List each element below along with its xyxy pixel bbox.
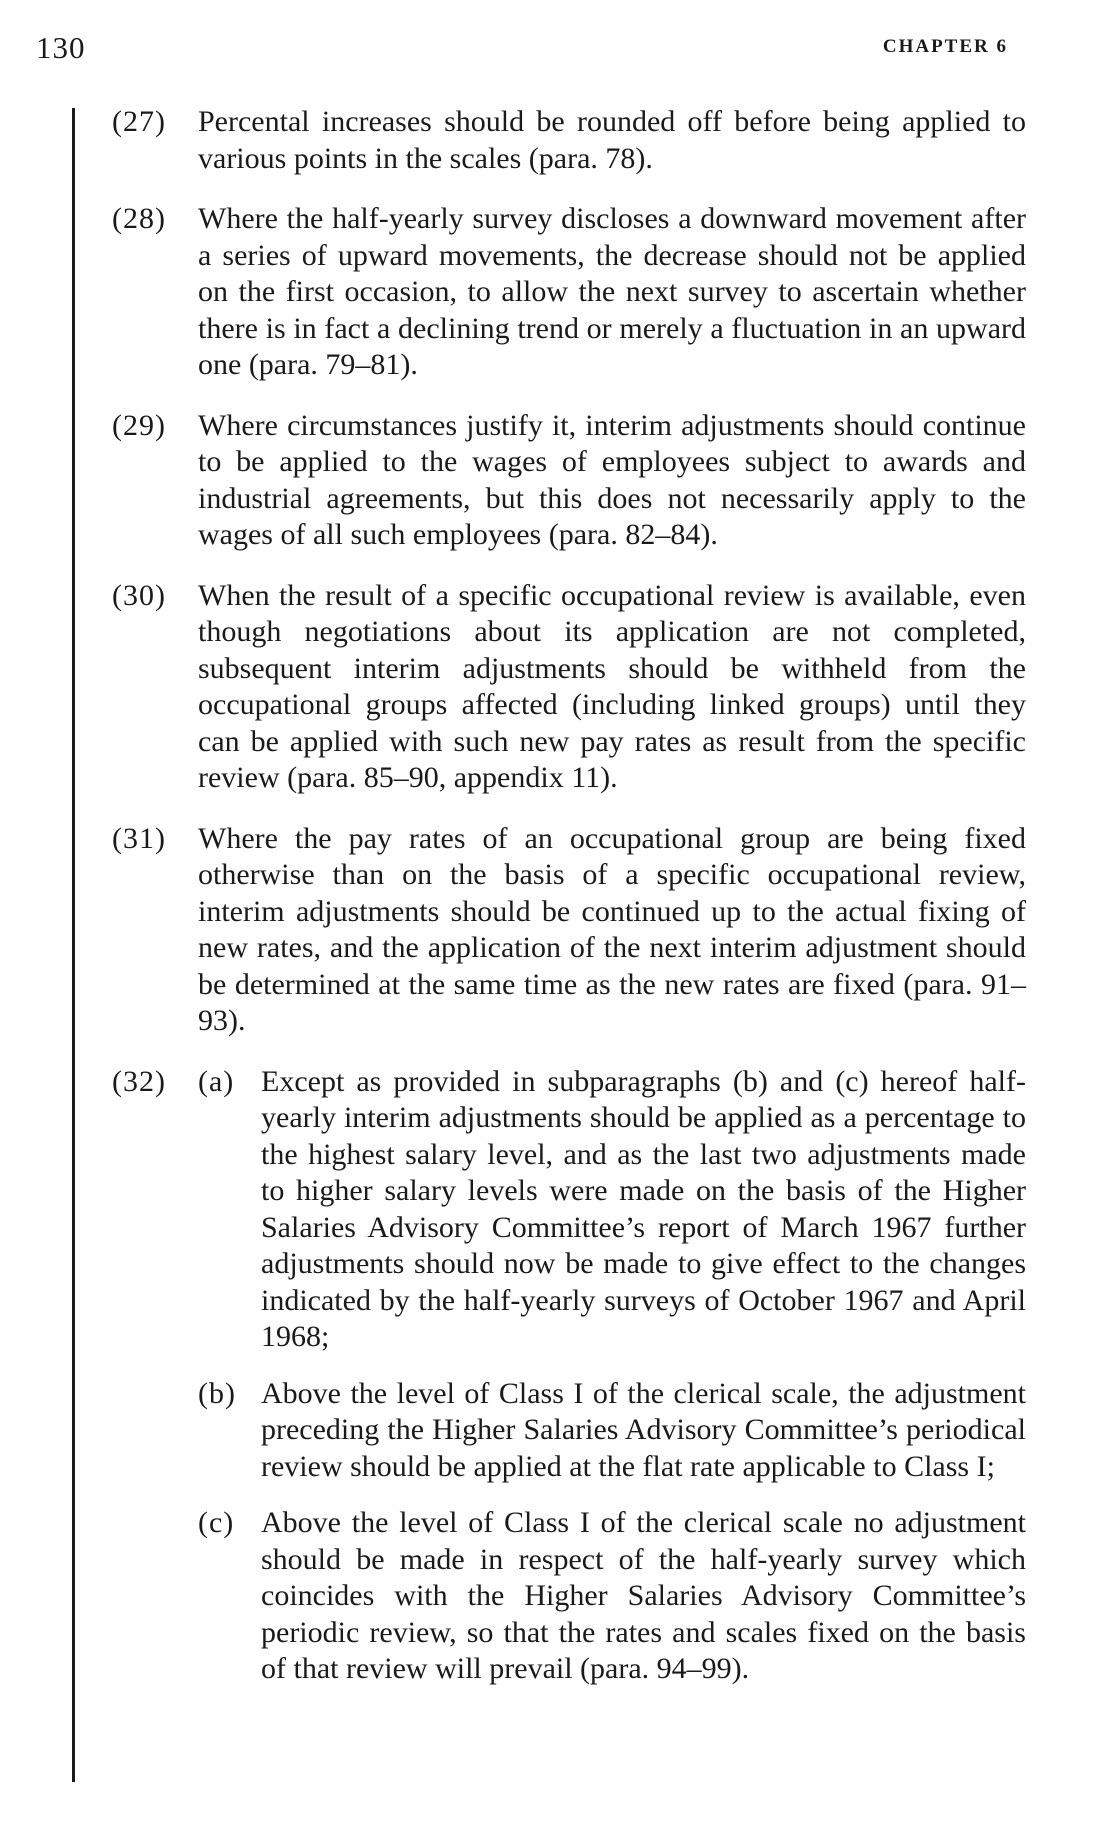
paragraph-number: (27) bbox=[112, 105, 166, 138]
paragraph-text: Where the half-yearly survey discloses a downward movement after a series of upward movements, the decrease should not be applied on the first occasion, to allow the next survey to ascertain whether there is in fact a declining trend or merely a fluctuation in an upward one (para. 79–81). bbox=[198, 202, 1026, 381]
paragraph-text: Percental increases should be rounded off before being applied to various points in the scales (para. 78). bbox=[198, 105, 1026, 175]
paragraph-32 bbox=[112, 1064, 1026, 1688]
page-body bbox=[112, 104, 1026, 1712]
margin-rule bbox=[72, 108, 75, 1782]
subparagraph-b bbox=[198, 1376, 1026, 1486]
paragraph-number: (28) bbox=[112, 202, 166, 235]
paragraph-27 bbox=[112, 104, 1026, 177]
running-head: CHAPTER 6 bbox=[882, 36, 1008, 57]
subparagraph-label: (b) bbox=[198, 1376, 236, 1410]
subparagraph-a bbox=[198, 1064, 1026, 1356]
subparagraph-label: (c) bbox=[198, 1506, 235, 1539]
subparagraph-c bbox=[198, 1505, 1026, 1688]
paragraph-30 bbox=[112, 578, 1026, 797]
paragraph-28 bbox=[112, 201, 1026, 384]
paragraph-number: (31) bbox=[112, 821, 166, 855]
subparagraph-text: Above the level of Class I of the clerical scale no adjustment should be made in respect of the half-yearly survey which coincides with the Higher Salaries Advisory Committee’s periodic review, so that the rates and scales fixed on the basis of that review will prevail (para. 94–99). bbox=[261, 1506, 1026, 1685]
paragraph-number: (29) bbox=[112, 408, 166, 442]
paragraph-text: When the result of a specific occupational review is available, even though negotiations about its application are not completed, subsequent interim adjustments should be withheld from the occupational groups affected (including linked groups) until they can be applied with such new pay rates as result from the specific review (para. 85–90, appendix 11). bbox=[198, 578, 1026, 794]
paragraph-number: (30) bbox=[112, 578, 166, 612]
page-number: 130 bbox=[36, 30, 86, 65]
paragraph-number: (32) bbox=[112, 1064, 166, 1098]
subparagraph-text: Except as provided in subparagraphs (b) and (c) hereof half-yearly interim adjustments should be applied as a percentage to the highest salary level, and as the last two adjustments made to higher salary levels were made on the basis of the Higher Salaries Advisory Committee’s report of March 1967 further adjustments should now be made to give effect to the changes indicated by the half-yearly surveys of October 1967 and April 1968; bbox=[261, 1064, 1026, 1353]
paragraph-31 bbox=[112, 821, 1026, 1040]
paragraph-text: Where the pay rates of an occupational group are being fixed otherwise than on the basis of a specific occupational review, interim adjustments should be continued up to the actual fixing of new rates, and the application of the next interim adjustment should be determined at the same time as the new rates are fixed (para. 91–93). bbox=[198, 821, 1026, 1037]
subparagraph-text: Above the level of Class I of the clerical scale, the adjustment preceding the Higher Salaries Advisory Committee’s periodical review should be applied at the flat rate applicable to Class I; bbox=[261, 1376, 1026, 1483]
paragraph-text: Where circumstances justify it, interim adjustments should continue to be applied to the wages of employees subject to awards and industrial agreements, but this does not necessarily apply to the wages of all such employees (para. 82–84). bbox=[198, 408, 1026, 551]
subparagraph-label: (a) bbox=[198, 1064, 235, 1098]
paragraph-29 bbox=[112, 408, 1026, 554]
